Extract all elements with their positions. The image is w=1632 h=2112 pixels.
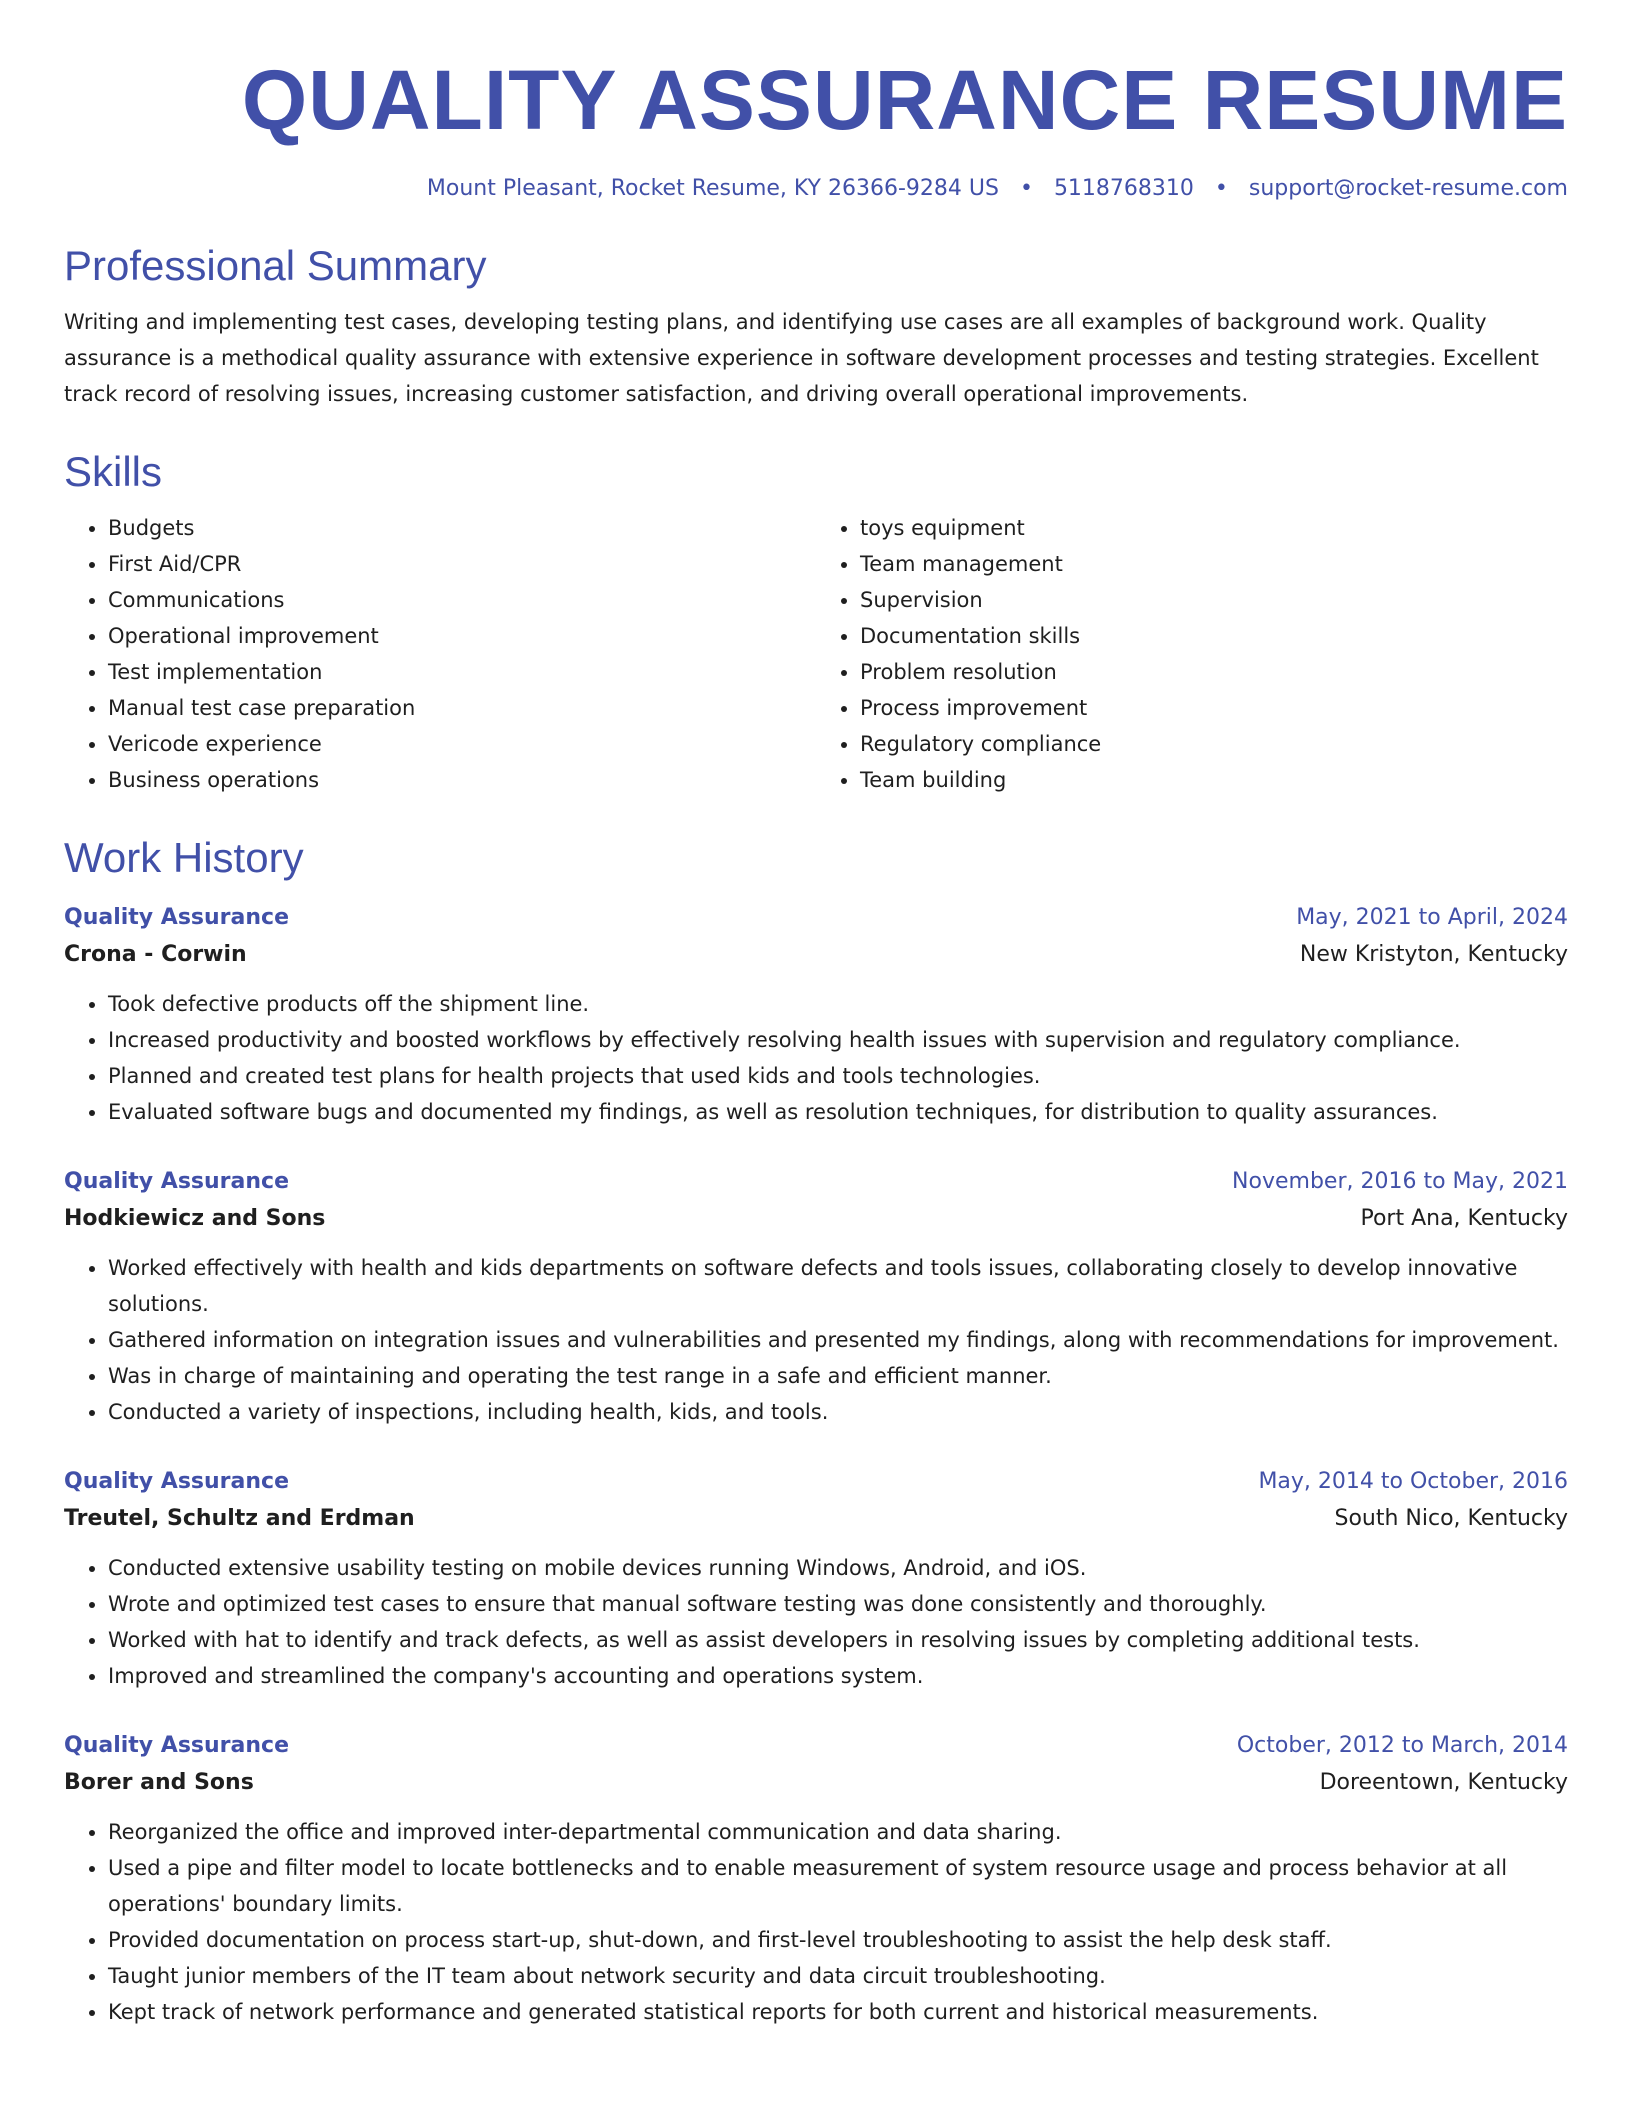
- job-company-row: [64, 1500, 1568, 1538]
- resume-header: [64, 48, 1568, 206]
- skills-list-right: [816, 510, 1568, 798]
- job-bullet: • Conducted a variety of inspections, including health, kids, and tools.: [108, 1394, 1568, 1430]
- job-bullet: • Worked effectively with health and kids departments on software defects and tools issues, collaborating closely to develop innovative solutions.: [108, 1250, 1568, 1322]
- skill-item: • Vericode experience: [108, 726, 816, 762]
- skill-item: • toys equipment: [860, 510, 1568, 546]
- job-company-row: [64, 936, 1568, 974]
- summary-text: Writing and implementing test cases, developing testing plans, and identifying use cases are all examples of background work. Quality assurance is a methodical quality assurance with extensive experience in software development processes and testing strategies. Excellent track record of resolving issues, increasing customer satisfaction, and driving overall operational improvements.: [64, 310, 1539, 406]
- job-dates: May, 2021 to April, 2024: [1296, 905, 1568, 930]
- skill-item: • Business operations: [108, 762, 816, 798]
- resume-title: QUALITY ASSURANCE RESUME: [241, 53, 1568, 147]
- section-title-summary: Professional Summary: [64, 242, 487, 289]
- address: Mount Pleasant, Rocket Resume, KY 26366-9284 US: [426, 176, 999, 201]
- skill-item: • Documentation skills: [860, 618, 1568, 654]
- job-bullet: • Used a pipe and filter model to locate bottlenecks and to enable measurement of system resource usage and process behavior at all operations' boundary limits.: [108, 1850, 1568, 1922]
- job-title-row: [64, 900, 1568, 936]
- skill-item: • Problem resolution: [860, 654, 1568, 690]
- skill-item: • Manual test case preparation: [108, 690, 816, 726]
- skills-section: [64, 446, 1568, 798]
- professional-summary-section: [64, 240, 1568, 412]
- job-bullet: • Planned and created test plans for health projects that used kids and tools technologies.: [108, 1058, 1568, 1094]
- job-bullets: [64, 1250, 1568, 1430]
- job-bullet: • Taught junior members of the IT team about network security and data circuit troubleshooting.: [108, 1958, 1568, 1994]
- job-title: Quality Assurance: [64, 1469, 290, 1494]
- job-bullet: • Evaluated software bugs and documented my findings, as well as resolution techniques, for distribution to quality assurances.: [108, 1094, 1568, 1130]
- skill-item: • Supervision: [860, 582, 1568, 618]
- company-name: Borer and Sons: [64, 1770, 254, 1795]
- job-bullet: • Improved and streamlined the company's accounting and operations system.: [108, 1658, 1568, 1694]
- job-dates: October, 2012 to March, 2014: [1236, 1733, 1568, 1758]
- email: support@rocket-resume.com: [1248, 176, 1568, 201]
- job-dates: May, 2014 to October, 2016: [1258, 1469, 1568, 1494]
- job-location: Port Ana, Kentucky: [1360, 1206, 1568, 1231]
- job-title-row: [64, 1464, 1568, 1500]
- job-title: Quality Assurance: [64, 905, 290, 930]
- job-entry: [64, 1464, 1568, 1694]
- company-name: Hodkiewicz and Sons: [64, 1206, 326, 1231]
- job-bullet: • Reorganized the office and improved inter-departmental communication and data sharing.: [108, 1814, 1568, 1850]
- skill-item: • First Aid/CPR: [108, 546, 816, 582]
- job-bullet: • Gathered information on integration issues and vulnerabilities and presented my findings, along with recommendations for improvement.: [108, 1322, 1568, 1358]
- separator-dot: •: [1214, 176, 1228, 201]
- job-bullet: • Wrote and optimized test cases to ensure that manual software testing was done consistently and thoroughly.: [108, 1586, 1568, 1622]
- company-name: Treutel, Schultz and Erdman: [64, 1506, 415, 1531]
- job-title-row: [64, 1728, 1568, 1764]
- company-name: Crona - Corwin: [64, 942, 247, 967]
- skill-item: • Budgets: [108, 510, 816, 546]
- skill-item: • Test implementation: [108, 654, 816, 690]
- separator-dot: •: [1019, 176, 1033, 201]
- skill-item: • Process improvement: [860, 690, 1568, 726]
- job-bullet: • Was in charge of maintaining and operating the test range in a safe and efficient manner.: [108, 1358, 1568, 1394]
- job-location: South Nico, Kentucky: [1334, 1506, 1568, 1531]
- section-title-work-history: Work History: [64, 834, 304, 881]
- job-bullets: [64, 1550, 1568, 1694]
- job-bullet: • Increased productivity and boosted workflows by effectively resolving health issues with supervision and regulatory compliance.: [108, 1022, 1568, 1058]
- job-title: Quality Assurance: [64, 1733, 290, 1758]
- job-bullet: • Took defective products off the shipment line.: [108, 986, 1568, 1022]
- skills-list-left: [64, 510, 816, 798]
- work-history-section: [64, 832, 1568, 2030]
- skill-item: • Team building: [860, 762, 1568, 798]
- skill-item: • Regulatory compliance: [860, 726, 1568, 762]
- job-bullet: • Provided documentation on process start-up, shut-down, and first-level troubleshooting to assist the help desk staff.: [108, 1922, 1568, 1958]
- section-title-skills: Skills: [64, 448, 163, 495]
- job-company-row: [64, 1764, 1568, 1802]
- contact-line: [64, 172, 1568, 206]
- job-company-row: [64, 1200, 1568, 1238]
- job-location: New Kristyton, Kentucky: [1299, 942, 1568, 967]
- skill-item: • Communications: [108, 582, 816, 618]
- skills-columns: [64, 510, 1568, 798]
- job-location: Doreentown, Kentucky: [1319, 1770, 1568, 1795]
- job-entry: [64, 900, 1568, 1130]
- job-title-row: [64, 1164, 1568, 1200]
- job-bullets: [64, 1814, 1568, 2030]
- job-entry: [64, 1164, 1568, 1430]
- job-bullet: • Conducted extensive usability testing on mobile devices running Windows, Android, and iOS.: [108, 1550, 1568, 1586]
- job-bullet: • Kept track of network performance and generated statistical reports for both current and historical measurements.: [108, 1994, 1568, 2030]
- phone: 5118768310: [1053, 176, 1194, 201]
- job-bullet: • Worked with hat to identify and track defects, as well as assist developers in resolving issues by completing additional tests.: [108, 1622, 1568, 1658]
- job-bullets: [64, 986, 1568, 1130]
- skill-item: • Team management: [860, 546, 1568, 582]
- job-dates: November, 2016 to May, 2021: [1232, 1169, 1568, 1194]
- skill-item: • Operational improvement: [108, 618, 816, 654]
- job-title: Quality Assurance: [64, 1169, 290, 1194]
- job-entry: [64, 1728, 1568, 2030]
